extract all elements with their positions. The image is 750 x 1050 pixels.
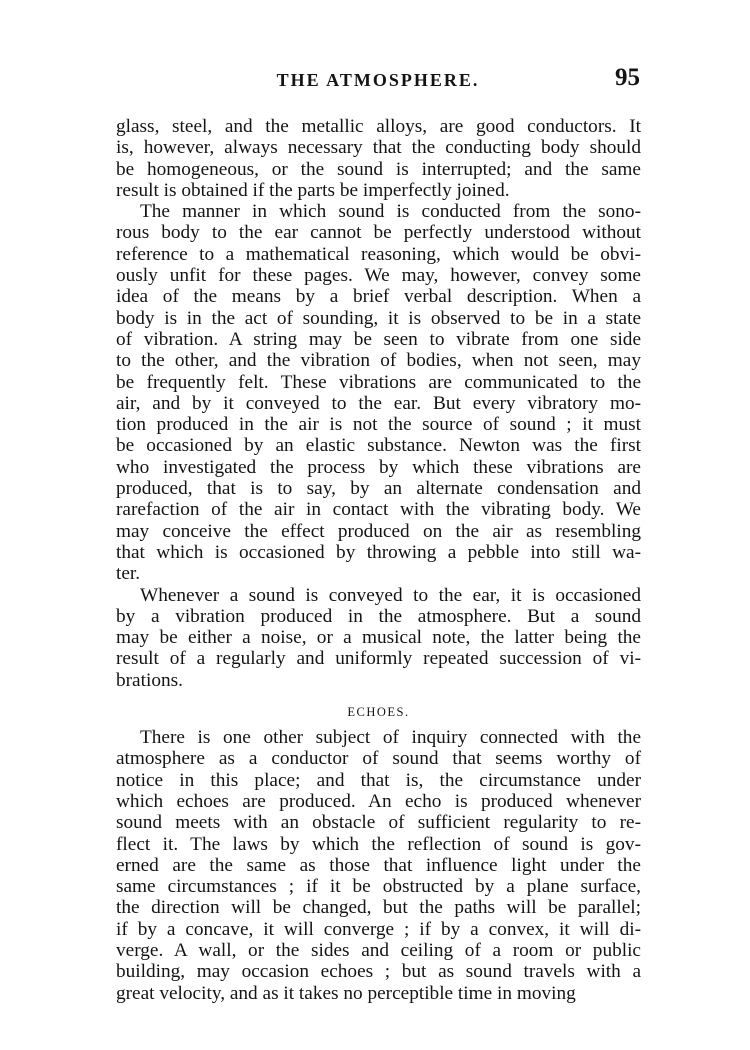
text-line: building, may occasion echoes ; but as sound travels with a [116,961,641,983]
text-line: brations. [116,669,183,691]
text-line: reference to a mathematical reasoning, which would be obvi- [116,243,641,265]
text-line: produced, that is to say, by an alternate condensation and [116,478,641,500]
section-heading: ECHOES. [347,705,410,720]
paragraph [116,585,641,691]
text-line: erned are the same as those that influence light under the [116,854,641,876]
text-line: be homogeneous, or the sound is interrupted; and the same [116,158,641,180]
text-line: The manner in which sound is conducted from the sono- [140,201,641,223]
text-line: be frequently felt. These vibrations are communicated to the [116,371,641,393]
text-line: if by a concave, it will converge ; if by a convex, it will di- [116,918,641,940]
paragraph [116,727,641,1004]
text-line: great velocity, and as it takes no perceptible time in moving [116,982,576,1004]
text-line: atmosphere as a conductor of sound that seems worthy of [116,748,641,770]
text-line: notice in this place; and that is, the circumstance under [116,769,641,791]
text-line: to the other, and the vibration of bodies, when not seen, may [116,350,641,372]
text-line: of vibration. A string may be seen to vibrate from one side [116,328,641,350]
text-line: There is one other subject of inquiry connected with the [140,727,641,749]
text-line: result is obtained if the parts be imperfectly joined. [116,179,510,201]
paragraph [116,116,641,201]
text-line: same circumstances ; if it be obstructed by a plane surface, [116,876,641,898]
page-number: 95 [615,64,640,91]
page-header [116,64,640,96]
text-line: tion produced in the air is not the source of sound ; it must [116,414,641,436]
text-line: may be either a noise, or a musical note, the latter being the [116,627,641,649]
text-line: flect it. The laws by which the reflection of sound is gov- [116,833,641,855]
text-line: the direction will be changed, but the paths will be parallel; [116,897,641,919]
text-line: body is in the act of sounding, it is observed to be in a state [116,307,641,329]
text-line: idea of the means by a brief verbal description. When a [116,286,641,308]
text-line: rous body to the ear cannot be perfectly understood without [116,222,641,244]
text-line: who investigated the process by which these vibrations are [116,456,641,478]
text-line: which echoes are produced. An echo is produced whenever [116,790,641,812]
text-line: result of a regularly and uniformly repeated succession of vi- [116,648,641,670]
text-line: glass, steel, and the metallic alloys, are good conductors. It [116,116,641,137]
text-line: that which is occasioned by throwing a pebble into still wa- [116,541,641,563]
text-line: verge. A wall, or the sides and ceiling of a room or public [116,939,641,961]
text-line: Whenever a sound is conveyed to the ear, it is occasioned [140,584,641,606]
text-line: be occasioned by an elastic substance. Newton was the first [116,435,641,457]
paragraph [116,201,641,584]
text-line: ously unfit for these pages. We may, however, convey some [116,265,641,287]
text-line: by a vibration produced in the atmosphere. But a sound [116,605,641,627]
text-line: sound meets with an obstacle of sufficient regularity to re- [116,812,641,834]
text-line: is, however, always necessary that the conducting body should [116,137,641,159]
running-head: THE ATMOSPHERE. [276,70,480,90]
body-text [116,116,641,1004]
text-line: may conceive the effect produced on the air as resembling [116,520,641,542]
text-line: ter. [116,563,141,585]
text-line: rarefaction of the air in contact with the vibrating body. We [116,499,641,521]
text-line: air, and by it conveyed to the ear. But every vibratory mo- [116,392,641,414]
